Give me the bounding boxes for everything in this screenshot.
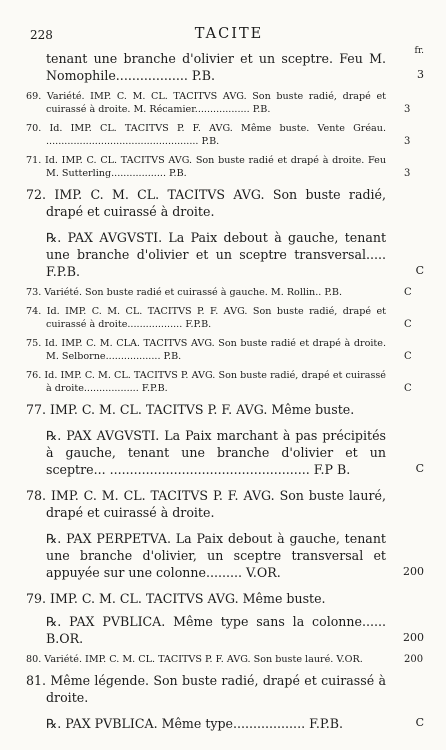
entry-77	[26, 401, 434, 418]
entry-73: 73. Variété. Son buste radié et cuirassé à gauche. M. Rollin.. P.B. C	[26, 287, 412, 298]
entry-text: 77. IMP. C. M. CL. TACITVS P. F. AVG. Même buste.	[26, 402, 355, 417]
entry-79-reverse	[26, 613, 434, 647]
entry-69: 69. Variété. IMP. C. M. CL. TACITVS AVG. Son buste radié, drapé et cuirassé à droite. M. Récamier.................. P.B. 3	[26, 91, 411, 115]
rarity-value: C	[415, 716, 424, 729]
column-head-francs: fr.	[414, 46, 424, 56]
catalogue-body	[26, 50, 434, 732]
rarity-value: C	[415, 462, 424, 475]
entry-text: 81. Même légende. Son buste radié, drapé et cuirassé à droite.	[26, 673, 386, 705]
entry-text: tenant une branche d'olivier et un sceptre. Feu M. Nomophile.................. P.B.	[46, 51, 386, 83]
entry-text: 78. IMP. C. M. CL. TACITVS P. F. AVG. Son buste lauré, drapé et cuirassé à droite.	[26, 488, 386, 520]
entry-text: 80. Variété. IMP. C. M. CL. TACITVS P. F. AVG. Son buste lauré. V.OR.	[26, 654, 363, 665]
entry-77-reverse	[26, 427, 434, 478]
entry-text: ℞. PAX AVGVSTI. La Paix marchant à pas précipités à gauche, tenant une branche d'olivier et un sceptre... .................................................. F.P B.	[46, 428, 386, 477]
entry-78-reverse	[26, 530, 434, 581]
entry-text: 74. Id. IMP. C. M. CL. TACITVS P. F. AVG. Son buste radié, drapé et cuirassé à droite.................. F.P.B.	[26, 306, 386, 330]
entry-text: 79. IMP. C. M. CL. TACITVS AVG. Même buste.	[26, 591, 326, 606]
entry-76: 76. Id. IMP. C. M. CL. TACITVS P. AVG. Son buste radié, drapé et cuirassé à droite.................. F.P.B. C	[26, 370, 412, 394]
running-title: TACITE	[194, 26, 264, 42]
entry-text: 73. Variété. Son buste radié et cuirassé à gauche. M. Rollin.. P.B.	[26, 287, 343, 298]
entry-text: 75. Id. IMP. C. M. CLA. TACITVS AVG. Son buste radié et drapé à droite. M. Selborne.................. P.B.	[26, 338, 386, 362]
entry-70: 70. Id. IMP. CL. TACITVS P. F. AVG. Même buste. Vente Gréau. .................................................. P.B. 3	[26, 123, 411, 147]
entry-72-reverse	[26, 229, 434, 280]
page-header	[30, 26, 428, 56]
entry-text: ℞. PAX PVBLICA. Même type.................. F.P.B.	[46, 716, 344, 731]
rarity-value: C	[415, 264, 424, 277]
entry-78	[26, 487, 434, 521]
entry-81	[26, 672, 434, 706]
entry-72	[26, 186, 434, 220]
entry-80: 80. Variété. IMP. C. M. CL. TACITVS P. F. AVG. Son buste lauré. V.OR. 200	[26, 654, 424, 665]
entry-continuation	[26, 50, 434, 84]
entry-81-reverse	[26, 715, 434, 732]
entry-74: 74. Id. IMP. C. M. CL. TACITVS P. F. AVG. Son buste radié, drapé et cuirassé à droite.................. F.P.B. C	[26, 306, 412, 330]
entry-text: 71. Id. IMP. C. CL. TACITVS AVG. Son buste radié et drapé à droite. Feu M. Sutterling.................. P.B.	[26, 155, 386, 179]
entry-text: ℞. PAX PVBLICA. Même type sans la colonne...... B.OR.	[46, 614, 386, 646]
entry-text: 72. IMP. C. M. CL. TACITVS AVG. Son buste radié, drapé et cuirassé à droite.	[26, 187, 386, 219]
entry-text: ℞. PAX AVGVSTI. La Paix debout à gauche, tenant une branche d'olivier et un sceptre transversal..... F.P.B.	[46, 230, 386, 279]
rarity-value: 3	[417, 68, 424, 81]
entry-text: 69. Variété. IMP. C. M. CL. TACITVS AVG. Son buste radié, drapé et cuirassé à droite. M. Récamier.................. P.B.	[26, 91, 386, 115]
rarity-value: 200	[403, 565, 424, 578]
entry-text: 70. Id. IMP. CL. TACITVS P. F. AVG. Même buste. Vente Gréau. .................................................. P.B.	[26, 123, 386, 147]
rarity-value: 200	[403, 631, 424, 644]
entry-71: 71. Id. IMP. C. CL. TACITVS AVG. Son buste radié et drapé à droite. Feu M. Sutterling.................. P.B. 3	[26, 155, 411, 179]
entry-text: ℞. PAX PERPETVA. La Paix debout à gauche, tenant une branche d'olivier, un sceptre transversal et appuyée sur une colonne......... V.OR.	[46, 531, 386, 580]
page-number: 228	[30, 28, 53, 42]
entry-79	[26, 590, 434, 607]
entry-text: 76. Id. IMP. C. M. CL. TACITVS P. AVG. Son buste radié, drapé et cuirassé à droite.................. F.P.B.	[26, 370, 386, 394]
entry-75: 75. Id. IMP. C. M. CLA. TACITVS AVG. Son buste radié et drapé à droite. M. Selborne.................. P.B. C	[26, 338, 412, 362]
